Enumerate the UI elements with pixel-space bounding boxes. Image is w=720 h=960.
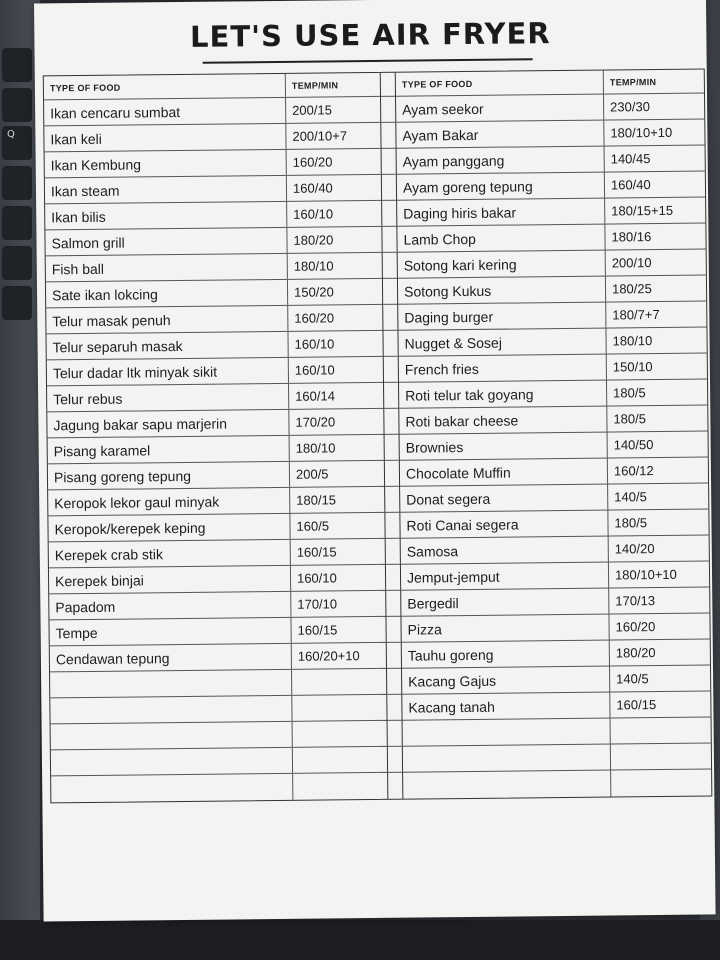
- spacer-cell: [388, 773, 402, 799]
- table-row: [50, 695, 386, 725]
- spacer-cell: [381, 97, 395, 123]
- food-name-cell: [51, 774, 293, 803]
- spacer-cell: [386, 539, 400, 565]
- keyboard-key: [2, 48, 32, 82]
- table-row: [50, 643, 386, 673]
- temp-min-cell: 140/45: [610, 151, 651, 167]
- table-row: [49, 565, 385, 595]
- table-row: [403, 743, 711, 772]
- background-edge-bottom: [0, 920, 720, 960]
- food-name-cell: Lamb Chop: [397, 225, 605, 252]
- temp-min-cell: 180/10: [612, 333, 653, 349]
- table-row: [51, 721, 387, 751]
- table-row: [399, 353, 707, 382]
- table-row: [398, 275, 706, 304]
- table-row: [397, 172, 705, 201]
- table-row: [399, 379, 707, 408]
- left-table: [44, 73, 389, 802]
- food-name-cell: Ikan keli: [44, 124, 286, 152]
- temp-min-cell: 160/40: [292, 180, 333, 196]
- temp-min-cell: 180/5: [613, 385, 646, 401]
- temp-min-cell: 160/20+10: [297, 648, 360, 664]
- page-title: LET'S USE AIR FRYER: [189, 16, 551, 54]
- table-row: [401, 535, 709, 564]
- food-name-cell: French fries: [399, 355, 607, 382]
- spacer-cell: [387, 643, 401, 669]
- temp-min-cell: 160/20: [292, 154, 333, 170]
- table-row: [399, 405, 707, 434]
- table-row: [400, 509, 708, 538]
- table-row: [402, 665, 710, 694]
- temp-min-cell: 200/10+7: [292, 128, 348, 144]
- temp-min-cell: 140/50: [613, 437, 654, 453]
- food-name-cell: Roti Canai segera: [400, 511, 608, 538]
- temp-min-cell: 150/10: [612, 359, 653, 375]
- table-row: [47, 357, 383, 387]
- food-name-cell: Pizza: [401, 615, 609, 642]
- spacer-cell: [383, 331, 397, 357]
- temp-min-cell: 180/15: [296, 492, 337, 508]
- temp-min-cell: 180/5: [613, 411, 647, 427]
- temp-min-cell: 180/10+10: [614, 566, 677, 583]
- temp-min-cell: [611, 743, 711, 769]
- temp-min-cell: [611, 769, 711, 796]
- food-name-cell: Ayam panggang: [397, 147, 605, 174]
- spacer-cell: [387, 669, 401, 695]
- food-name-cell: Keropok/kerepek keping: [48, 514, 290, 542]
- food-name-cell: Daging burger: [398, 303, 606, 330]
- temp-min-cell: 160/20: [615, 619, 656, 635]
- temp-min-cell: 180/5: [614, 515, 648, 531]
- table-row: [49, 591, 385, 621]
- keyboard-key: [2, 286, 32, 320]
- spacer-cell: [384, 357, 398, 383]
- food-name-cell: Daging hiris bakar: [397, 199, 605, 226]
- table-row: [45, 175, 381, 205]
- keyboard-key: [2, 246, 32, 280]
- table-row: [45, 227, 381, 257]
- spacer-cell: [385, 513, 399, 539]
- spacer-cell: [387, 695, 401, 721]
- food-name-cell: Pisang goreng tepung: [48, 462, 290, 490]
- temp-min-cell: 160/10: [294, 336, 335, 352]
- food-name-cell: Donat segera: [400, 485, 608, 512]
- keyboard-key: [2, 206, 32, 240]
- food-name-cell: Tempe: [49, 618, 291, 646]
- temp-min-cell: 160/10: [294, 362, 335, 378]
- food-name-cell: Ayam seekor: [396, 95, 604, 122]
- table-row: [46, 305, 382, 335]
- keyboard-key-q: Q: [2, 126, 32, 160]
- spacer-cell: [381, 123, 395, 149]
- temp-min-cell: 170/13: [615, 593, 656, 609]
- table-row: [46, 279, 382, 309]
- food-name-cell: Sate ikan lokcing: [46, 280, 288, 308]
- temp-min-cell: 160/12: [613, 463, 654, 479]
- food-name-cell: Kacang Gajus: [402, 667, 610, 694]
- keyboard-key: [2, 166, 32, 200]
- printed-sheet: [34, 0, 716, 921]
- temp-min-cell: 160/40: [610, 177, 651, 193]
- temp-min-cell: 180/15+15: [611, 202, 674, 219]
- spacer-cell: [386, 565, 400, 591]
- table-row: [48, 461, 384, 491]
- food-name-cell: [50, 670, 292, 698]
- food-name-cell: Bergedil: [401, 589, 609, 616]
- table-row: [396, 120, 704, 149]
- table-row: [48, 513, 384, 543]
- spacer-cell: [384, 409, 398, 435]
- food-name-cell: Roti bakar cheese: [399, 407, 607, 434]
- temp-min-cell: 160/10: [296, 570, 337, 586]
- table-row: [400, 483, 708, 512]
- temp-min-cell: 160/10: [293, 206, 334, 222]
- table-row: [400, 431, 708, 460]
- temp-min-cell: 160/5: [296, 518, 330, 534]
- food-name-cell: Salmon grill: [45, 228, 287, 256]
- table-row: [51, 773, 387, 803]
- spacer-cell: [382, 149, 396, 175]
- temp-min-cell: 180/7+7: [612, 306, 660, 323]
- table-row: [396, 94, 704, 123]
- spacer-cell: [382, 175, 396, 201]
- temp-min-cell: 180/20: [293, 232, 334, 248]
- food-name-cell: Ayam goreng tepung: [397, 173, 605, 200]
- food-name-cell: [50, 696, 292, 724]
- spacer-cell: [385, 435, 399, 461]
- table-row: [401, 613, 709, 642]
- table-header-row: [44, 73, 380, 101]
- food-name-cell: Sotong kari kering: [398, 251, 606, 278]
- table-row: [44, 97, 380, 127]
- table-row: [50, 669, 386, 699]
- food-name-cell: Telur separuh masak: [46, 332, 288, 360]
- food-name-cell: Telur rebus: [47, 384, 289, 412]
- table-row: [398, 327, 706, 356]
- food-name-cell: [403, 745, 611, 772]
- table-row: [401, 561, 709, 590]
- header-type-of-food: TYPE OF FOOD: [396, 71, 604, 96]
- food-name-cell: Roti telur tak goyang: [399, 381, 607, 408]
- table-row: [402, 639, 710, 668]
- food-name-cell: Brownies: [400, 433, 608, 460]
- food-name-cell: Telur masak penuh: [46, 306, 288, 334]
- food-name-cell: Keropok lekor gaul minyak: [48, 488, 290, 516]
- temp-min-cell: 160/20: [294, 310, 335, 326]
- spacer-cell: [384, 383, 398, 409]
- spacer-cell: [386, 617, 400, 643]
- food-name-cell: Pisang karamel: [48, 436, 290, 464]
- table-row: [403, 769, 711, 798]
- title-underline: [203, 58, 533, 63]
- header-temp-min: TEMP/MIN: [609, 76, 657, 87]
- food-name-cell: Telur dadar ltk minyak sikit: [47, 358, 289, 386]
- temp-min-cell: 140/5: [616, 671, 649, 687]
- food-name-cell: [51, 748, 293, 776]
- table-row: [397, 146, 705, 175]
- temp-min-cell: 160/15: [297, 622, 338, 638]
- temp-min-cell: 160/14: [295, 388, 335, 404]
- temp-min-cell: [292, 669, 386, 695]
- table-row: [44, 123, 380, 153]
- air-fryer-table: [43, 68, 713, 803]
- spacer-cell: [386, 591, 400, 617]
- temp-min-cell: 230/30: [610, 99, 650, 115]
- table-row: [45, 149, 381, 179]
- food-name-cell: Papadom: [49, 592, 291, 620]
- food-name-cell: Fish ball: [46, 254, 288, 282]
- spacer-cell: [383, 253, 397, 279]
- temp-min-cell: 160/15: [616, 697, 657, 713]
- food-name-cell: Ikan Kembung: [45, 150, 287, 178]
- food-name-cell: Kacang tanah: [402, 693, 610, 720]
- header-type-of-food: TYPE OF FOOD: [44, 74, 286, 100]
- right-table: [396, 70, 712, 799]
- spacer-cell: [388, 747, 402, 773]
- temp-min-cell: 170/20: [295, 414, 336, 430]
- spacer-cell: [382, 227, 396, 253]
- temp-min-cell: 150/20: [293, 284, 334, 300]
- temp-min-cell: [611, 717, 711, 743]
- spacer-cell: [381, 73, 395, 97]
- spacer-cell: [385, 461, 399, 487]
- food-name-cell: Kerepek crab stik: [49, 540, 291, 568]
- temp-min-cell: 180/16: [611, 229, 652, 245]
- table-row: [48, 487, 384, 517]
- food-name-cell: Ikan steam: [45, 176, 287, 204]
- food-name-cell: Cendawan tepung: [50, 644, 292, 672]
- temp-min-cell: [292, 695, 386, 721]
- food-name-cell: Chocolate Muffin: [400, 459, 608, 486]
- food-name-cell: Ayam Bakar: [396, 121, 604, 148]
- spacer-cell: [382, 201, 396, 227]
- laptop-keyboard-background: [0, 0, 40, 960]
- table-row: [402, 691, 710, 720]
- temp-min-cell: 180/25: [611, 281, 652, 297]
- temp-min-cell: 180/10+10: [610, 124, 673, 141]
- table-row: [47, 409, 383, 439]
- spacer-cell: [383, 279, 397, 305]
- table-row: [398, 249, 706, 278]
- table-row: [400, 457, 708, 486]
- food-name-cell: Nugget & Sosej: [398, 329, 606, 356]
- food-name-cell: Kerepek binjai: [49, 566, 291, 594]
- food-name-cell: [403, 771, 611, 799]
- temp-min-cell: 180/10: [295, 440, 336, 456]
- header-temp-min: TEMP/MIN: [291, 79, 339, 91]
- spacer-cell: [388, 721, 402, 747]
- temp-min-cell: 200/5: [295, 466, 329, 482]
- food-name-cell: Ikan cencaru sumbat: [44, 98, 286, 126]
- temp-min-cell: [293, 773, 387, 800]
- food-name-cell: Ikan bilis: [45, 202, 287, 230]
- table-row: [397, 198, 705, 227]
- food-name-cell: [403, 719, 611, 746]
- table-row: [49, 539, 385, 569]
- temp-min-cell: 180/20: [615, 645, 656, 661]
- food-name-cell: Tauhu goreng: [402, 641, 610, 668]
- table-row: [49, 617, 385, 647]
- table-header-row: [396, 70, 704, 97]
- table-row: [51, 747, 387, 777]
- table-row: [398, 301, 706, 330]
- temp-min-cell: 200/10: [611, 255, 652, 271]
- food-name-cell: [51, 722, 293, 750]
- table-row: [397, 224, 705, 253]
- table-row: [47, 383, 383, 413]
- spacer-cell: [383, 305, 397, 331]
- table-row: [401, 587, 709, 616]
- temp-min-cell: 180/10: [293, 258, 334, 274]
- food-name-cell: Samosa: [401, 537, 609, 564]
- food-name-cell: Jagung bakar sapu marjerin: [47, 410, 289, 438]
- temp-min-cell: 140/20: [614, 541, 655, 557]
- food-name-cell: Jemput-jemput: [401, 563, 609, 590]
- table-row: [403, 717, 711, 746]
- temp-min-cell: 200/15: [292, 102, 332, 118]
- temp-min-cell: [293, 747, 387, 773]
- table-row: [46, 253, 382, 283]
- table-row: [45, 201, 381, 231]
- table-row: [48, 435, 384, 465]
- temp-min-cell: 140/5: [614, 489, 647, 505]
- food-name-cell: Sotong Kukus: [398, 277, 606, 304]
- table-row: [46, 331, 382, 361]
- spacer-cell: [385, 487, 399, 513]
- keyboard-key: [2, 88, 32, 122]
- temp-min-cell: 160/15: [296, 544, 337, 560]
- temp-min-cell: 170/10: [297, 596, 338, 612]
- temp-min-cell: [293, 721, 387, 747]
